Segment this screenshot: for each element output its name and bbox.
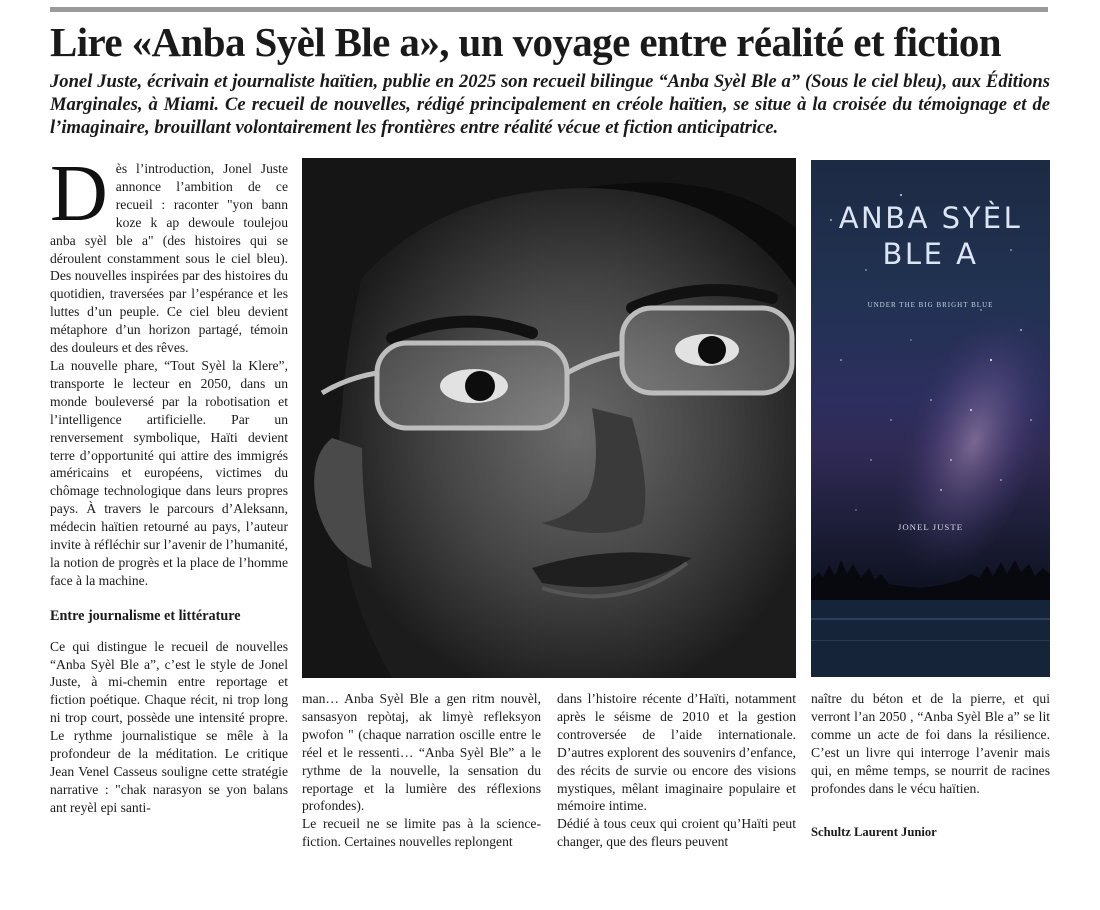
byline-signature: Schultz Laurent Junior	[811, 825, 937, 840]
portrait-illustration	[302, 158, 796, 678]
column-1	[50, 150, 288, 817]
col3-paragraph-2: Dédié à tous ceux qui croient qu’Haïti peut changer, que des fleurs peuvent	[557, 816, 796, 850]
column-3	[557, 690, 796, 851]
col1-paragraph-1	[50, 150, 288, 357]
col2-paragraph-1: man… Anba Syèl Ble a gen ritm nouvèl, sansasyon repòtaj, ak limyè refleksyon pwofon " (chaque narration oscille entre le réel et le ressenti… “Anba Syèl Ble” a le rythme de la nouvelle, la sensation du reportage et la lumière des réflexions profondes).	[302, 691, 541, 814]
cover-subtitle: UNDER THE BIG BRIGHT BLUE	[867, 301, 994, 309]
cover-title-line-1: ANBA SYÈL	[838, 201, 1023, 235]
book-cover-image	[811, 160, 1050, 677]
col4-paragraph-1: naître du béton et de la pierre, et qui verront l’an 2050 , “Anba Syèl Ble a” se lit comme un acte de foi dans la résilience. C’est un livre qui interroge l’avenir mais qui, en même temps, se nourrit de racines profondes dans le vécu haïtien.	[811, 691, 1050, 796]
cover-title-line-2: BLE A	[882, 237, 979, 271]
cover-title	[811, 200, 1050, 272]
drop-cap: D	[50, 150, 108, 238]
col1-paragraph-2: La nouvelle phare, “Tout Syèl la Klere”, transporte le lecteur en 2050, dans un monde bouleversé par la robotisation et l’intelligence artificielle. Par un renversement symbolique, Haïti devient terre d’opportunité qui attire des immigrés américains et européens, victimes du chômage technologique dans leurs propres pays. À travers le parcours d’Aleksann, médecin haïtien retourné au pays, l’auteur invite à réfléchir sur l’avenir de l’humanité, la notion de progrès et la place de l’homme face à la machine.	[50, 357, 288, 588]
column-2	[302, 690, 541, 851]
col2-paragraph-2: Le recueil ne se limite pas à la science-fiction. Certaines nouvelles replongent	[302, 816, 541, 850]
cover-author: JONEL JUSTE	[897, 522, 964, 532]
col1-paragraph-3: Ce qui distingue le recueil de nouvelles “Anba Syèl Ble a”, c’est le style de Jonel Juste, à mi-chemin entre reportage et fiction poétique. Chaque récit, ni trop long ni trop court, possède une intensité propre. Le rythme journalistique se mêle à la profondeur de la méditation. Le critique Jean Venel Casseus souligne cette stratégie narrative : "chak narasyon se yon balans ant reyèl epi santi-	[50, 638, 288, 815]
lede: Jonel Juste, écrivain et journaliste haïtien, publie en 2025 son recueil bilingue “Anba Syèl Ble a” (Sous le ciel bleu), aux Éditions Marginales, à Miami. Ce recueil de nouvelles, rédigé principalement en créole haïtien, se situe à la croisée du témoignage et de l’imaginaire, brouillant volontairement les frontières entre réalité vécue et fiction anticipatrice.	[50, 71, 1050, 138]
column-4	[811, 690, 1050, 842]
col3-paragraph-1: dans l’histoire récente d’Haïti, notamment après le séisme de 2010 et la gestion controversée de l’aide internationale. D’autres explorent des souvenirs d’enfance, des récits de survie ou encore des visions mystiques, mêlant imaginaire populaire et mémoire intime.	[557, 691, 796, 814]
author-portrait-photo	[302, 158, 796, 678]
top-rule	[50, 7, 1048, 12]
section-subhead: Entre journalisme et littérature	[50, 607, 241, 624]
headline: Lire «Anba Syèl Ble a», un voyage entre réalité et fiction	[50, 19, 1001, 65]
col1-paragraph-1-text: ès l’introduction, Jonel Juste annonce l’ambition de ce recueil : raconter "yon bann koze k ap dewoule toulejou anba syèl ble a" (des histoires qui se déroulent constamment sous le ciel bleu). Des nouvelles inspirées par des histoires du quotidien, traversées par l’espérance et les luttes d’un peuple. Ce ciel bleu devient métaphore d’un horizon partagé, témoin des douleurs et des rêves.	[50, 161, 288, 356]
